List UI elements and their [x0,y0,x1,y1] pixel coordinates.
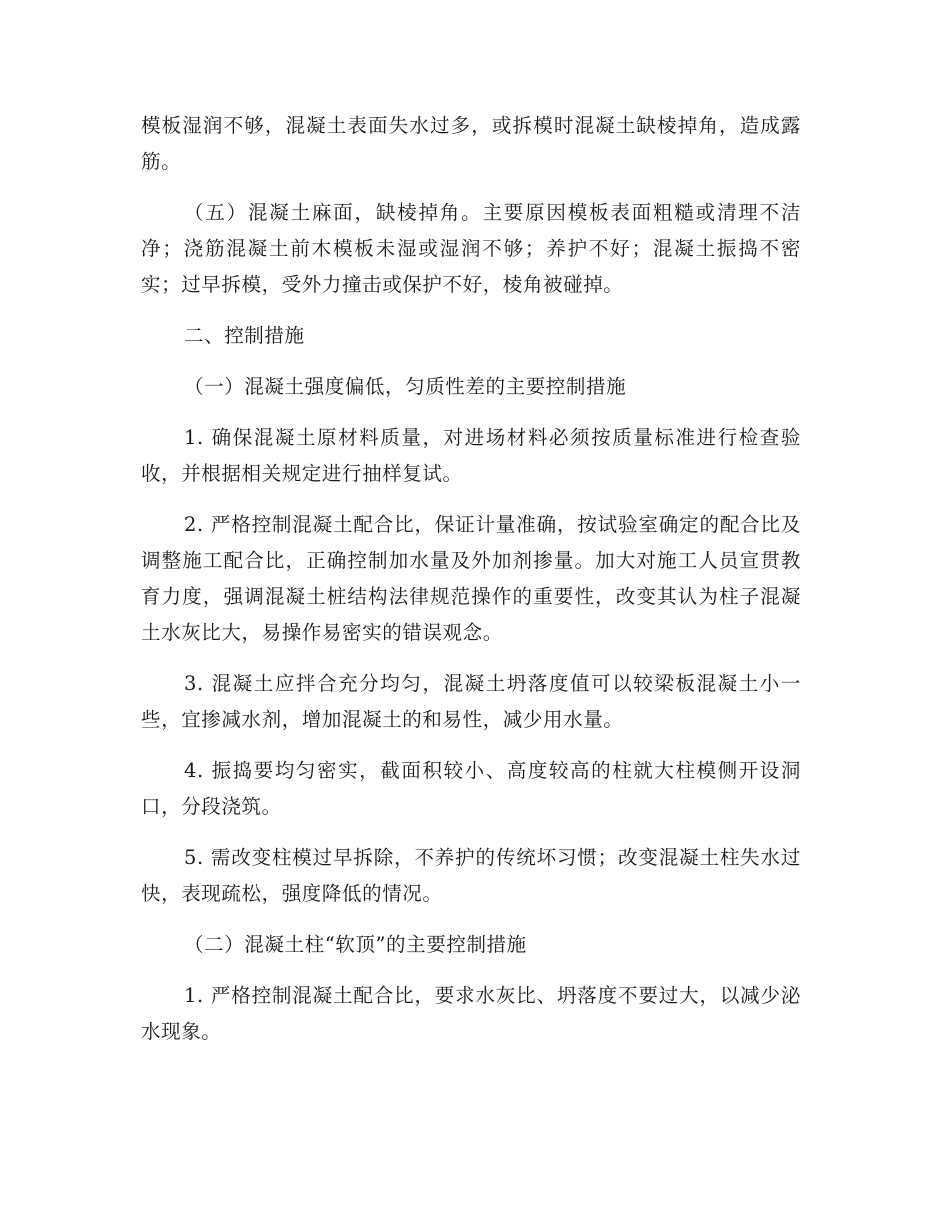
heading-control-measures: 二、控制措施 [184,324,305,347]
list-item-3: 3. 混凝土应拌合充分均匀，混凝土坍落度值可以较梁板混凝土小一些，宜掺减水剂，增加混凝土的和易性，减少用水量。 [141,672,801,731]
list-item-2: 2. 严格控制混凝土配合比，保证计量准确，按试验室确定的配合比及调整施工配合比，正确控制加水量及外加剂掺量。加大对施工人员宣贯教育力度，强调混凝土桩结构法律规范操作的重要性，改变其认为柱子混凝土水灰比大，易操作易密实的错误观念。 [141,513,801,644]
paragraph-continuation: 模板湿润不够，混凝土表面失水过多，或拆模时混凝土缺棱掉角，造成露筋。 [141,114,801,173]
list-item-soft-top-1: 1. 严格控制混凝土配合比，要求水灰比、坍落度不要过大，以减少泌水现象。 [141,984,801,1043]
list-item-4: 4. 振捣要均匀密实，截面积较小、高度较高的柱就大柱模侧开设洞口，分段浇筑。 [141,759,801,818]
list-item-5: 5. 需改变柱模过早拆除，不养护的传统坏习惯；改变混凝土柱失水过快，表现疏松，强度降低的情况。 [141,846,801,905]
paragraph-section-5: （五）混凝土麻面，缺棱掉角。主要原因模板表面粗糙或清理不洁净；浇筋混凝土前木模板未湿或湿润不够；养护不好；混凝土振捣不密实；过早拆模，受外力撞击或保护不好，棱角被碰掉。 [141,201,801,296]
subheading-soft-top-measures: （二）混凝土柱“软顶”的主要控制措施 [184,933,527,956]
document-body [141,108,801,1050]
list-item-1: 1. 确保混凝土原材料质量，对进场材料必须按质量标准进行检查验收，并根据相关规定进行抽样复试。 [141,426,801,485]
subheading-strength-measures: （一）混凝土强度偏低，匀质性差的主要控制措施 [184,375,627,398]
